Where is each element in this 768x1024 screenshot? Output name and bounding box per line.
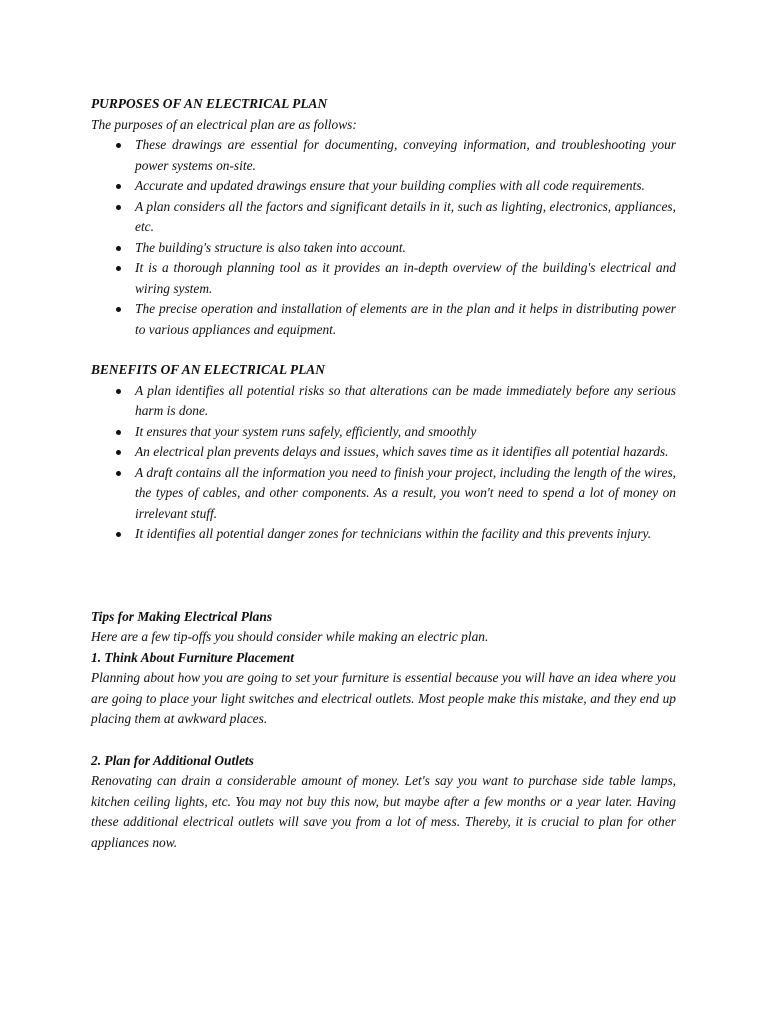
list-item	[91, 197, 676, 238]
purposes-intro: The purposes of an electrical plan are as follows:	[91, 116, 357, 132]
list-item	[91, 524, 676, 545]
bullet-icon	[116, 307, 121, 312]
list-item-text: A plan considers all the factors and significant details in it, such as lighting, electronics, appliances, etc.	[135, 198, 676, 234]
list-item-text: A plan identifies all potential risks so that alterations can be made immediately before any serious harm is done.	[135, 382, 676, 418]
bullet-icon	[116, 205, 121, 210]
list-item-text: The building's structure is also taken into account.	[135, 239, 406, 255]
tip-2-title: 2. Plan for Additional Outlets	[91, 752, 254, 768]
list-item	[91, 422, 676, 443]
list-item	[91, 299, 676, 340]
purposes-heading: PURPOSES OF AN ELECTRICAL PLAN	[91, 96, 328, 111]
list-item	[91, 258, 676, 299]
bullet-icon	[116, 389, 121, 394]
bullet-icon	[116, 450, 121, 455]
bullet-icon	[116, 532, 121, 537]
list-item	[91, 135, 676, 176]
list-item-text: An electrical plan prevents delays and issues, which saves time as it identifies all potential hazards.	[135, 444, 669, 459]
list-item-text: A draft contains all the information you need to finish your project, including the length of the wires, the types of cables, and other components. As a result, you won't need to spend a lot of money on irrelevant stuff.	[135, 464, 676, 521]
tip-1-body: Planning about how you are going to set your furniture is essential because you will have an idea where you are going to place your light switches and electrical outlets. Most people make this mistake, and they end up placing them at awkward places.	[91, 670, 676, 726]
tip-2-body: Renovating can drain a considerable amount of money. Let's say you want to purchase side table lamps, kitchen ceiling lights, etc. You may not buy this now, but maybe after a few months or a year later. Having these additional electrical outlets will save you from a lot of mess. Thereby, it is crucial to plan for other appliances now.	[91, 773, 676, 850]
section-spacer	[91, 730, 676, 751]
list-item	[91, 176, 676, 197]
list-item	[91, 381, 676, 422]
benefits-heading: BENEFITS OF AN ELECTRICAL PLAN	[91, 362, 325, 377]
purposes-list	[91, 135, 676, 340]
bullet-icon	[116, 143, 121, 148]
tip-1-title: 1. Think About Furniture Placement	[91, 649, 295, 665]
list-item	[91, 238, 676, 259]
tips-heading: Tips for Making Electrical Plans	[91, 608, 273, 624]
document-page	[91, 94, 676, 853]
list-item-text: These drawings are essential for documenting, conveying information, and troubleshooting your power systems on-site.	[135, 137, 676, 173]
list-item-text: It identifies all potential danger zones for technicians within the facility and this prevents injury.	[135, 526, 652, 541]
bullet-icon	[116, 471, 121, 476]
tips-intro: Here are a few tip-offs you should consider while making an electric plan.	[91, 629, 489, 644]
list-item	[91, 463, 676, 525]
bullet-icon	[116, 184, 121, 189]
list-item	[91, 442, 676, 463]
list-item-text: It ensures that your system runs safely, efficiently, and smoothly	[135, 423, 477, 439]
list-item-text: Accurate and updated drawings ensure that your building complies with all code requirements.	[135, 178, 645, 193]
section-spacer	[91, 340, 676, 360]
section-spacer	[91, 545, 676, 607]
bullet-icon	[116, 266, 121, 271]
bullet-icon	[116, 430, 121, 435]
bullet-icon	[116, 246, 121, 251]
list-item-text: It is a thorough planning tool as it provides an in-depth overview of the building's electrical and wiring system.	[135, 260, 676, 296]
benefits-list	[91, 381, 676, 545]
list-item-text: The precise operation and installation of elements are in the plan and it helps in distributing power to various appliances and equipment.	[135, 301, 676, 337]
